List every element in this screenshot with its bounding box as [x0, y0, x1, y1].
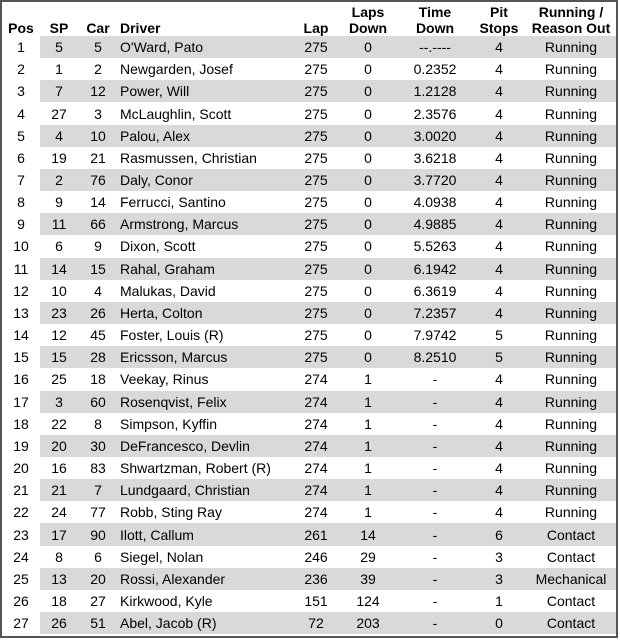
cell-status: Running — [526, 80, 616, 102]
cell-laps-down: 1 — [338, 391, 398, 413]
cell-lap: 275 — [304, 282, 328, 299]
cell-driver: Robb, Sting Ray — [120, 504, 222, 521]
cell-pos: 2 — [17, 61, 25, 78]
table-row — [2, 479, 616, 501]
cell-status: Contact — [546, 592, 596, 609]
cell-time-down: 4.9885 — [398, 213, 472, 235]
table-row — [2, 391, 616, 413]
header-laps-down-line1: Laps — [351, 4, 385, 20]
cell-pos: 19 — [2, 435, 40, 457]
cell-driver: Shwartzman, Robert (R) — [120, 460, 271, 477]
race-results-table — [2, 2, 616, 634]
cell-lap: 246 — [304, 548, 328, 565]
cell-car: 90 — [78, 523, 118, 545]
cell-driver: Kirkwood, Kyle — [120, 592, 213, 609]
cell-pit-stops: 5 — [495, 327, 503, 344]
cell-laps-down: 39 — [338, 568, 398, 590]
cell-status: Running — [544, 460, 598, 477]
cell-pit-stops: 4 — [495, 61, 503, 78]
cell-pos: 14 — [13, 327, 29, 344]
cell-car: 8 — [94, 415, 102, 432]
cell-pit-stops: 4 — [472, 80, 526, 102]
cell-pit-stops: 4 — [495, 282, 503, 299]
table-row — [2, 235, 616, 257]
cell-time-down: --.---- — [398, 36, 472, 58]
header-status-line1: Running / — [538, 4, 604, 20]
cell-time-down: - — [398, 435, 472, 457]
cell-sp: 17 — [40, 523, 78, 545]
table-row — [2, 280, 616, 302]
cell-lap: 274 — [304, 371, 328, 388]
cell-lap: 275 — [304, 149, 328, 166]
cell-sp: 8 — [55, 548, 63, 565]
cell-pos: 6 — [17, 149, 25, 166]
cell-pit-stops: 4 — [495, 504, 503, 521]
cell-pit-stops: 4 — [472, 479, 526, 501]
cell-status: Running — [544, 415, 598, 432]
table-row — [2, 612, 616, 634]
cell-pit-stops: 4 — [472, 435, 526, 457]
cell-car: 7 — [78, 479, 118, 501]
cell-lap: 274 — [304, 504, 328, 521]
cell-pos: 21 — [2, 479, 40, 501]
cell-lap: 275 — [304, 194, 328, 211]
cell-sp: 11 — [40, 213, 78, 235]
cell-driver: Ericsson, Marcus — [118, 346, 294, 368]
cell-driver: Rossi, Alexander — [118, 568, 294, 590]
cell-lap: 275 — [294, 302, 338, 324]
cell-lap: 275 — [304, 105, 328, 122]
cell-status: Running — [526, 213, 616, 235]
cell-status: Running — [526, 435, 616, 457]
cell-status: Contact — [546, 548, 596, 565]
cell-driver: Power, Will — [118, 80, 294, 102]
header-time-down-line1: Time — [418, 4, 452, 20]
cell-status: Running — [544, 105, 598, 122]
cell-pos: 5 — [2, 125, 40, 147]
cell-sp: 5 — [40, 36, 78, 58]
header-pit-stops-line1: Pit — [490, 4, 508, 20]
cell-status: Mechanical — [526, 568, 616, 590]
header-time-down — [398, 2, 472, 36]
cell-driver: McLaughlin, Scott — [120, 105, 232, 122]
cell-car: 3 — [94, 105, 102, 122]
cell-time-down: 1.2128 — [398, 80, 472, 102]
cell-time-down: - — [432, 415, 438, 432]
cell-status: Running — [544, 238, 598, 255]
cell-pit-stops: 4 — [472, 391, 526, 413]
cell-time-down: - — [398, 391, 472, 413]
cell-pos: 1 — [2, 36, 40, 58]
table-row — [2, 324, 616, 346]
cell-car: 60 — [78, 391, 118, 413]
cell-pit-stops: 4 — [472, 125, 526, 147]
cell-time-down: - — [432, 592, 438, 609]
cell-pos: 9 — [2, 213, 40, 235]
cell-time-down: 0.2352 — [413, 61, 457, 78]
cell-lap: 274 — [304, 415, 328, 432]
table-row — [2, 213, 616, 235]
cell-time-down: - — [432, 504, 438, 521]
cell-laps-down: 124 — [356, 592, 380, 609]
cell-pos: 20 — [13, 460, 29, 477]
cell-laps-down: 0 — [338, 346, 398, 368]
cell-sp: 2 — [40, 169, 78, 191]
table-row — [2, 413, 616, 435]
cell-pos: 25 — [2, 568, 40, 590]
table-row — [2, 191, 616, 213]
cell-sp: 19 — [51, 149, 67, 166]
cell-pos: 26 — [13, 592, 29, 609]
cell-car: 30 — [78, 435, 118, 457]
header-laps-down — [338, 2, 398, 36]
cell-laps-down: 1 — [338, 479, 398, 501]
cell-driver: Ilott, Callum — [118, 523, 294, 545]
cell-status: Running — [544, 61, 598, 78]
cell-pit-stops: 4 — [495, 371, 503, 388]
cell-sp: 18 — [51, 592, 67, 609]
cell-laps-down: 14 — [338, 523, 398, 545]
cell-car: 5 — [78, 36, 118, 58]
header-row — [2, 2, 616, 36]
cell-sp: 23 — [40, 302, 78, 324]
cell-driver: Daly, Conor — [118, 169, 294, 191]
cell-car: 83 — [90, 460, 106, 477]
cell-time-down: 6.1942 — [398, 258, 472, 280]
table-row — [2, 258, 616, 280]
cell-sp: 22 — [51, 415, 67, 432]
cell-status: Running — [526, 346, 616, 368]
cell-lap: 275 — [294, 169, 338, 191]
cell-car: 26 — [78, 302, 118, 324]
cell-car: 2 — [94, 61, 102, 78]
cell-status: Contact — [526, 523, 616, 545]
cell-lap: 275 — [294, 125, 338, 147]
table-row — [2, 102, 616, 124]
cell-laps-down: 0 — [338, 213, 398, 235]
cell-pit-stops: 4 — [472, 169, 526, 191]
header-pit-stops — [472, 2, 526, 36]
cell-laps-down: 0 — [338, 302, 398, 324]
cell-lap: 274 — [304, 460, 328, 477]
cell-driver: Herta, Colton — [118, 302, 294, 324]
cell-driver: Armstrong, Marcus — [118, 213, 294, 235]
cell-pos: 12 — [13, 282, 29, 299]
cell-laps-down: 0 — [364, 327, 372, 344]
cell-status: Running — [526, 258, 616, 280]
cell-pit-stops: 4 — [495, 194, 503, 211]
cell-pit-stops: 0 — [472, 612, 526, 634]
cell-time-down: 7.9742 — [413, 327, 457, 344]
cell-laps-down: 0 — [364, 194, 372, 211]
cell-status: Running — [544, 504, 598, 521]
cell-lap: 274 — [294, 435, 338, 457]
cell-pos: 7 — [2, 169, 40, 191]
cell-sp: 27 — [51, 105, 67, 122]
cell-lap: 275 — [294, 213, 338, 235]
header-time-down-line2: Down — [415, 20, 455, 36]
cell-laps-down: 0 — [364, 149, 372, 166]
cell-sp: 13 — [40, 568, 78, 590]
cell-laps-down: 1 — [338, 435, 398, 457]
cell-lap: 275 — [304, 238, 328, 255]
table-row — [2, 58, 616, 80]
cell-laps-down: 0 — [338, 36, 398, 58]
cell-laps-down: 0 — [338, 258, 398, 280]
cell-sp: 21 — [40, 479, 78, 501]
cell-time-down: 2.3576 — [413, 105, 457, 122]
cell-pit-stops: 4 — [472, 302, 526, 324]
cell-time-down: 6.3619 — [413, 282, 457, 299]
results-body — [2, 36, 616, 634]
cell-car: 20 — [78, 568, 118, 590]
cell-time-down: 3.6218 — [413, 149, 457, 166]
cell-sp: 15 — [40, 346, 78, 368]
cell-status: Running — [526, 302, 616, 324]
table-row — [2, 80, 616, 102]
cell-pos: 4 — [17, 105, 25, 122]
table-row — [2, 435, 616, 457]
table-row — [2, 36, 616, 58]
cell-status: Running — [544, 371, 598, 388]
cell-driver: Ferrucci, Santino — [120, 194, 226, 211]
cell-lap: 275 — [304, 327, 328, 344]
cell-car: 27 — [90, 592, 106, 609]
cell-lap: 275 — [304, 61, 328, 78]
cell-laps-down: 0 — [364, 282, 372, 299]
table-row — [2, 346, 616, 368]
cell-laps-down: 0 — [364, 61, 372, 78]
cell-sp: 4 — [40, 125, 78, 147]
cell-car: 4 — [94, 282, 102, 299]
cell-sp: 3 — [40, 391, 78, 413]
cell-pit-stops: 4 — [495, 415, 503, 432]
table-row — [2, 147, 616, 169]
cell-lap: 275 — [294, 36, 338, 58]
table-row — [2, 590, 616, 612]
cell-time-down: 3.7720 — [398, 169, 472, 191]
cell-status: Running — [544, 149, 598, 166]
cell-laps-down: 29 — [360, 548, 376, 565]
cell-laps-down: 0 — [364, 238, 372, 255]
cell-pos: 11 — [2, 258, 40, 280]
cell-sp: 9 — [55, 194, 63, 211]
cell-laps-down: 1 — [364, 415, 372, 432]
cell-pit-stops: 4 — [495, 105, 503, 122]
cell-status: Running — [526, 169, 616, 191]
cell-car: 21 — [90, 149, 106, 166]
table-row — [2, 125, 616, 147]
cell-pit-stops: 5 — [472, 346, 526, 368]
cell-pos: 17 — [2, 391, 40, 413]
cell-laps-down: 0 — [338, 125, 398, 147]
cell-status: Running — [544, 327, 598, 344]
cell-car: 9 — [94, 238, 102, 255]
cell-sp: 25 — [51, 371, 67, 388]
cell-car: 66 — [78, 213, 118, 235]
cell-laps-down: 1 — [364, 460, 372, 477]
cell-lap: 274 — [294, 479, 338, 501]
cell-lap: 275 — [294, 258, 338, 280]
cell-sp: 12 — [51, 327, 67, 344]
cell-time-down: - — [398, 479, 472, 501]
table-row — [2, 368, 616, 390]
cell-pos: 15 — [2, 346, 40, 368]
cell-pit-stops: 4 — [495, 149, 503, 166]
cell-pit-stops: 4 — [495, 238, 503, 255]
cell-laps-down: 203 — [338, 612, 398, 634]
cell-status: Running — [526, 125, 616, 147]
cell-time-down: 4.0938 — [413, 194, 457, 211]
cell-car: 18 — [90, 371, 106, 388]
cell-time-down: 5.5263 — [413, 238, 457, 255]
cell-time-down: - — [432, 460, 438, 477]
cell-time-down: - — [398, 568, 472, 590]
cell-pos: 16 — [13, 371, 29, 388]
cell-driver: Malukas, David — [120, 282, 216, 299]
cell-driver: Dixon, Scott — [120, 238, 196, 255]
cell-car: 28 — [78, 346, 118, 368]
cell-time-down: - — [432, 371, 438, 388]
cell-laps-down: 0 — [338, 169, 398, 191]
header-pos: Pos — [8, 20, 34, 36]
cell-status: Running — [526, 36, 616, 58]
cell-car: 15 — [78, 258, 118, 280]
cell-pos: 8 — [17, 194, 25, 211]
cell-status: Contact — [526, 612, 616, 634]
table-row — [2, 457, 616, 479]
cell-driver: O'Ward, Pato — [118, 36, 294, 58]
cell-pos: 10 — [13, 238, 29, 255]
cell-driver: Newgarden, Josef — [120, 61, 233, 78]
cell-time-down: 8.2510 — [398, 346, 472, 368]
cell-sp: 7 — [40, 80, 78, 102]
cell-sp: 14 — [40, 258, 78, 280]
cell-driver: DeFrancesco, Devlin — [118, 435, 294, 457]
cell-lap: 151 — [304, 592, 328, 609]
cell-driver: Rahal, Graham — [118, 258, 294, 280]
cell-sp: 24 — [51, 504, 67, 521]
cell-pit-stops: 3 — [495, 548, 503, 565]
cell-lap: 274 — [294, 391, 338, 413]
cell-pit-stops: 1 — [495, 592, 503, 609]
cell-car: 14 — [90, 194, 106, 211]
cell-driver: Simpson, Kyffin — [120, 415, 218, 432]
cell-car: 51 — [78, 612, 118, 634]
cell-pit-stops: 4 — [472, 258, 526, 280]
header-status — [526, 2, 616, 36]
cell-laps-down: 0 — [338, 80, 398, 102]
cell-driver: Lundgaard, Christian — [118, 479, 294, 501]
cell-laps-down: 1 — [364, 371, 372, 388]
table-row — [2, 523, 616, 545]
cell-pos: 18 — [13, 415, 29, 432]
cell-driver: Rosenqvist, Felix — [118, 391, 294, 413]
cell-driver: Foster, Louis (R) — [120, 327, 224, 344]
header-laps-down-line2: Down — [348, 20, 388, 36]
cell-laps-down: 0 — [364, 105, 372, 122]
cell-sp: 16 — [51, 460, 67, 477]
cell-pos: 3 — [2, 80, 40, 102]
cell-pit-stops: 4 — [472, 36, 526, 58]
cell-status: Running — [526, 391, 616, 413]
cell-pit-stops: 6 — [472, 523, 526, 545]
cell-time-down: - — [432, 548, 438, 565]
table-row — [2, 568, 616, 590]
cell-pos: 27 — [2, 612, 40, 634]
cell-car: 45 — [90, 327, 106, 344]
cell-car: 10 — [78, 125, 118, 147]
cell-sp: 26 — [40, 612, 78, 634]
cell-status: Running — [544, 194, 598, 211]
cell-lap: 261 — [294, 523, 338, 545]
cell-laps-down: 1 — [364, 504, 372, 521]
cell-sp: 20 — [40, 435, 78, 457]
cell-car: 12 — [78, 80, 118, 102]
cell-driver: Palou, Alex — [118, 125, 294, 147]
table-row — [2, 501, 616, 523]
cell-pit-stops: 3 — [472, 568, 526, 590]
cell-pit-stops: 4 — [472, 213, 526, 235]
cell-pit-stops: 4 — [495, 460, 503, 477]
cell-driver: Abel, Jacob (R) — [118, 612, 294, 634]
cell-time-down: 7.2357 — [398, 302, 472, 324]
table-row — [2, 302, 616, 324]
cell-lap: 72 — [294, 612, 338, 634]
header-driver: Driver — [120, 20, 161, 36]
cell-car: 76 — [78, 169, 118, 191]
cell-driver: Veekay, Rinus — [120, 371, 209, 388]
header-status-line2: Reason Out — [531, 20, 611, 36]
cell-pos: 13 — [2, 302, 40, 324]
table-row — [2, 169, 616, 191]
table-row — [2, 546, 616, 568]
cell-pos: 23 — [2, 523, 40, 545]
cell-sp: 6 — [55, 238, 63, 255]
cell-lap: 275 — [294, 80, 338, 102]
cell-car: 6 — [94, 548, 102, 565]
header-pit-stops-line2: Stops — [479, 20, 519, 36]
header-car: Car — [86, 20, 110, 36]
cell-sp: 10 — [51, 282, 67, 299]
cell-lap: 275 — [294, 346, 338, 368]
cell-car: 77 — [90, 504, 106, 521]
cell-time-down: - — [398, 612, 472, 634]
cell-status: Running — [544, 282, 598, 299]
cell-pos: 24 — [13, 548, 29, 565]
cell-driver: Rasmussen, Christian — [120, 149, 257, 166]
cell-status: Running — [526, 479, 616, 501]
header-lap: Lap — [303, 20, 329, 36]
header-sp: SP — [49, 20, 69, 36]
cell-pos: 22 — [13, 504, 29, 521]
cell-time-down: - — [398, 523, 472, 545]
cell-driver: Siegel, Nolan — [120, 548, 204, 565]
cell-lap: 236 — [294, 568, 338, 590]
cell-time-down: 3.0020 — [398, 125, 472, 147]
cell-sp: 1 — [55, 61, 63, 78]
